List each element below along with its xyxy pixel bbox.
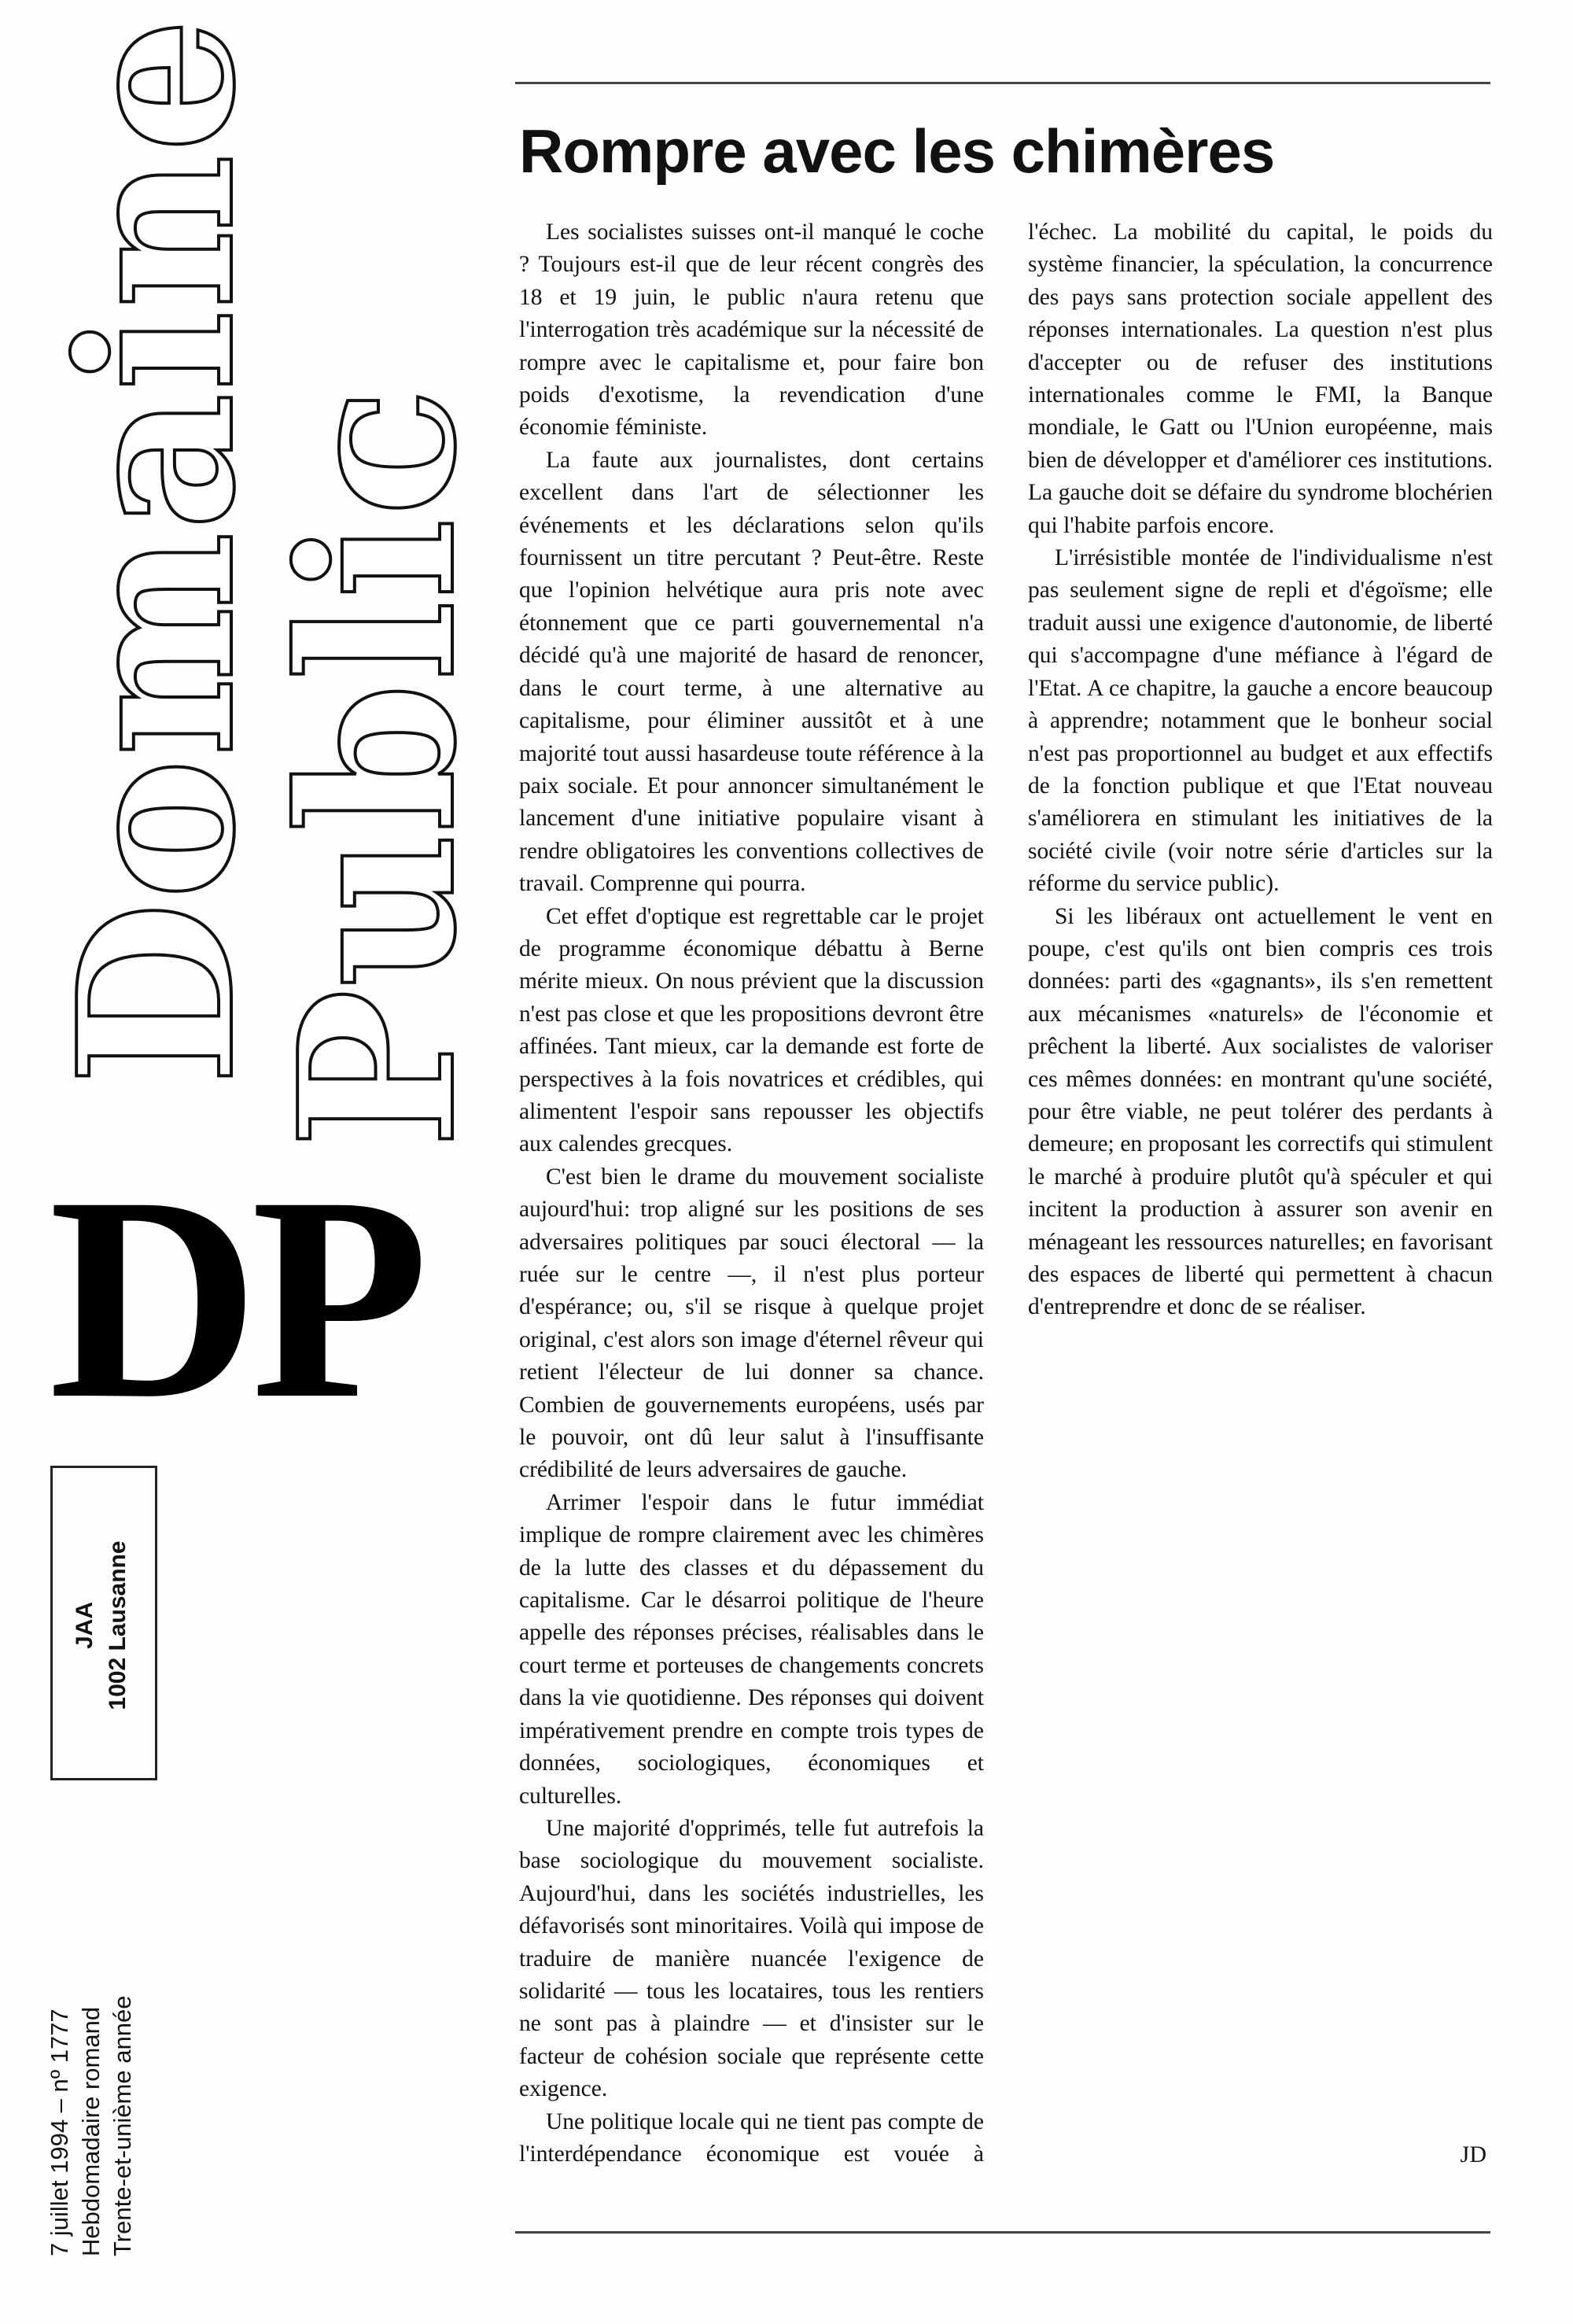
postage-line-2: 1002 Lausanne bbox=[105, 1540, 131, 1710]
article-paragraph: Une politique locale qui ne tient pas compte de l'interdépendance économique est vouée à l'échec. La mobilité du capital, le poids du système financier, la spéculation, la concurrence des pays sans protection sociale appellent des réponses internationales. La question n'est plus d'accepter ou de refuser des institutions internationales comme le FMI, la Banque mondiale, le Gatt ou l'Union européenne, mais bien de développer et d'améliorer ces institutions. La gauche doit se défaire du syndrome blochérien qui l'habite parfois encore. bbox=[519, 219, 1493, 2167]
article-paragraph: Cet effet d'optique est regrettable car le projet de programme économique débattu à Berne mérite mieux. On nous prévient que la discussion n'est pas close et que les propositions devront être affinées. Tant mieux, car la demande est forte de perspectives à la fois novatrices et crédibles, qui alimentent l'espoir sans repousser les objectifs aux calendes grecques. bbox=[519, 903, 984, 1157]
article-paragraph: Les socialistes suisses ont-il manqué le coche ? Toujours est-il que de leur récent congrès des 18 et 19 juin, le public n'aura retenu que l'interrogation très académique sur la nécessité de rompre avec le capitalisme et, pour faire bon poids d'exotisme, la revendication d'une économie féministe. bbox=[519, 219, 984, 441]
dp-logo: DP bbox=[49, 1137, 422, 1459]
article-paragraph: C'est bien le drame du mouvement socialiste aujourd'hui: trop aligné sur les positions de ses adversaires politiques par souci électoral — la ruée sur le centre —, il n'est plus porteur d'espérance; ou, s'il se risque à quelque projet original, c'est alors son image d'éternel rêveur qui retient l'électeur de lui donner sa chance. Combien de gouvernements européens, usés par le pouvoir, ont dû leur salut à l'insuffisante crédibilité de leurs adversaires de gauche. bbox=[519, 1164, 984, 1483]
bottom-rule bbox=[515, 2231, 1490, 2234]
masthead-public: Public bbox=[252, 385, 503, 1149]
article-paragraph: La faute aux journalistes, dont certains excellent dans l'art de sélectionner les événements et les déclarations selon qu'ils fournissent un titre percutant ? Peut-être. Reste que l'opinion helvétique aura pris note avec étonnement que ce parti gouvernemental n'a décidé qu'à une majorité de hasard de renoncer, dans le court terme, à une alternative au capitalisme, pour éliminer aussitôt et à une majorité tout aussi hasardeuse toute référence à la paix sociale. Et pour annoncer simultanément le lancement d'une initiative populaire visant à rendre obligatoires les conventions collectives de travail. Comprenne qui pourra. bbox=[519, 447, 984, 897]
issue-type: Hebdomadaire romand bbox=[77, 2006, 105, 2256]
issue-year: Trente-et-unième année bbox=[109, 1995, 136, 2256]
postage-line-1: JAA bbox=[72, 1602, 98, 1650]
masthead-domaine: Domaine bbox=[31, 16, 282, 1086]
article-body bbox=[519, 216, 1493, 2175]
issue-info bbox=[44, 1942, 138, 2256]
article-paragraph: Si les libéraux ont actuellement le vent en poupe, c'est qu'ils ont bien compris ces trois données: parti des «gagnants», ils s'en remettent aux mécanismes «naturels» de l'économie et prêchent la liberté. Aux socialistes de valoriser ces mêmes données: en montrant qu'une société, pour être viable, ne peut tolérer des perdants à demeure; en proposant les correctifs qui stimulent le marché à produire plutôt qu'à spéculer et qui incitent la production à assurer son avenir en ménageant les ressources naturelles; en favorisant des espaces de liberté qui permettent à chacun d'entreprendre et donc de se réaliser. bbox=[1028, 903, 1493, 1320]
article-title: Rompre avec les chimères bbox=[519, 116, 1275, 186]
postage-box bbox=[50, 1466, 157, 1780]
author-signature: JD bbox=[1460, 2141, 1486, 2167]
article-paragraph: L'irrésistible montée de l'individualisme n'est pas seulement signe de repli et d'égoïsme; elle traduit aussi une exigence d'autonomie, de liberté qui s'accompagne d'une méfiance à l'égard de l'Etat. A ce chapitre, la gauche a encore beaucoup à apprendre; notamment que le bonheur social n'est pas proportionnel au budget et aux effectifs de la fonction publique et que l'Etat nouveau s'améliorera en stimulant les initiatives de la société civile (voir notre série d'articles sur la réforme du service public). bbox=[1028, 545, 1493, 897]
postage-text bbox=[68, 1484, 134, 1767]
top-rule bbox=[515, 82, 1490, 84]
issue-date-number: 7 juillet 1994 – nº 1777 bbox=[46, 2009, 73, 2256]
article-paragraph: Une majorité d'opprimés, telle fut autrefois la base sociologique du mouvement socialiste. Aujourd'hui, dans les sociétés industrielles, les défavorisés sont minoritaires. Voilà qui impose de traduire de manière nuancée l'exigence de solidarité — tous les locataires, tous les rentiers ne sont pas à plaindre — et d'insister sur le facteur de cohésion sociale que représente cette exigence. bbox=[519, 1815, 984, 2102]
article-paragraph: Arrimer l'espoir dans le futur immédiat implique de rompre clairement avec les chimères de la lutte des classes et du dépassement du capitalisme. Car le désarroi politique de l'heure appelle des réponses précises, réalisables dans le court terme et porteuses de changements concrets dans la vie quotidienne. Des réponses qui doivent impérativement prendre en compte trois types de données, sociologiques, économiques et culturelles. bbox=[519, 1489, 984, 1809]
